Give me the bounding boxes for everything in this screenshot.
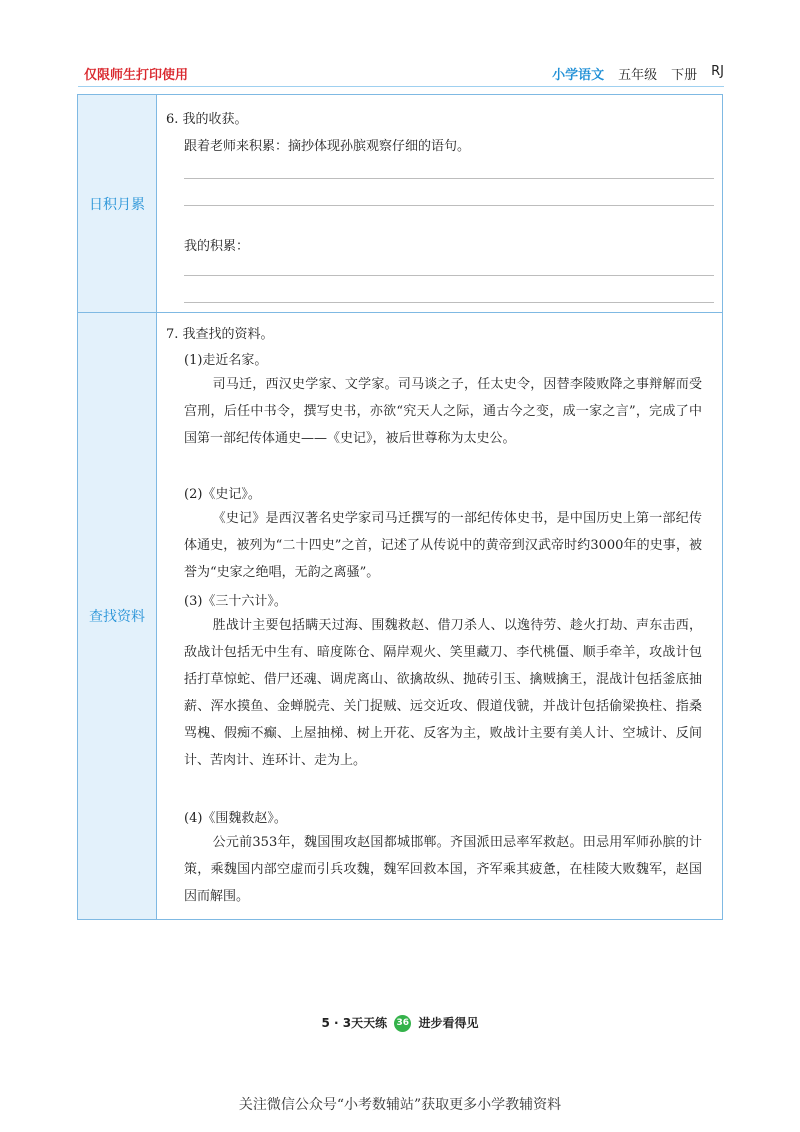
page-number-badge: 36 (394, 1015, 411, 1032)
section1-label: 日积月累 (78, 95, 157, 312)
item2-text: 《史记》是西汉著名史学家司马迁撰写的一部纪传体史书，是中国历史上第一部纪传体通史，被列为“二十四史”之首，记述了从传说中的黄帝到汉武帝时约3000年的史事，被誉为“史家之绝唱，无韵之离骚”。 (184, 511, 702, 580)
item4-heading: (4)《围魏救赵》。 (184, 811, 287, 826)
section2-content (157, 313, 722, 919)
item4-text: 公元前353年，魏国围攻赵国都城邯郸。齐国派田忌率军救赵。田忌用军师孙膑的计策，乘魏国内部空虚而引兵攻魏，魏军回救本国，齐军乘其疲惫，在桂陵大败魏军，赵国因而解围。 (184, 835, 702, 904)
section-daily-accumulation (78, 95, 722, 313)
item1-text: 司马迁，西汉史学家、文学家。司马谈之子，任太史令，因替李陵败降之事辩解而受宫刑，后任中书令，撰写史书，亦欲“究天人之际，通古今之变，成一家之言”，完成了中国第一部纪传体通史——《史记》，被后世尊称为太史公。 (184, 377, 702, 446)
writing-line-4[interactable] (184, 302, 714, 303)
section1-content (157, 95, 722, 312)
section2-label: 查找资料 (78, 313, 157, 919)
writing-line-3[interactable] (184, 275, 714, 276)
worksheet-table (77, 94, 723, 920)
question7-title: 7. 我查找的资料。 (166, 327, 274, 342)
footer-suffix: 进步看得见 (418, 1016, 479, 1030)
question6-title: 6. 我的收获。 (166, 112, 248, 127)
writing-line-1[interactable] (184, 178, 714, 179)
header-left-note: 仅限师生打印使用 (84, 68, 189, 83)
header-right (552, 64, 724, 83)
item1-heading: (1)走近名家。 (184, 353, 268, 368)
item3-text: 胜战计主要包括瞒天过海、围魏救赵、借刀杀人、以逸待劳、趁火打劫、声东击西，敌战计包括无中生有、暗度陈仓、隔岸观火、笑里藏刀、李代桃僵、顺手牵羊，攻战计包括打草惊蛇、借尸还魂、调虎离山、欲擒故纵、抛砖引玉、擒贼擒王，混战计包括釜底抽薪、浑水摸鱼、金蝉脱壳、关门捉贼、远交近攻、假道伐虢，并战计包括偷梁换柱、指桑骂槐、假痴不癫、上屋抽梯、树上开花、反客为主，败战计主要有美人计、空城计、反间计、苦肉计、连环计、走为上。 (184, 618, 702, 768)
header-divider (78, 86, 724, 87)
header-grade: 五年级 (618, 68, 658, 83)
watermark-text: 关注微信公众号“小考数辅站”获取更多小学教辅资料 (238, 1097, 562, 1113)
footer-prefix: 5 · 3天天练 (321, 1016, 388, 1030)
section-research-materials (78, 313, 722, 919)
item2-heading: (2)《史记》。 (184, 487, 261, 502)
header-volume: 下册 (671, 68, 698, 83)
item3-heading: (3)《三十六计》。 (184, 594, 287, 609)
question6-instruction: 跟着老师来积累：摘抄体现孙膑观察仔细的语句。 (184, 139, 471, 154)
header-edition: RJ (711, 64, 724, 79)
page-footer (0, 1014, 800, 1032)
writing-line-2[interactable] (184, 205, 714, 206)
header-subject: 小学语文 (552, 68, 605, 83)
my-accumulation-label: 我的积累： (184, 239, 250, 254)
